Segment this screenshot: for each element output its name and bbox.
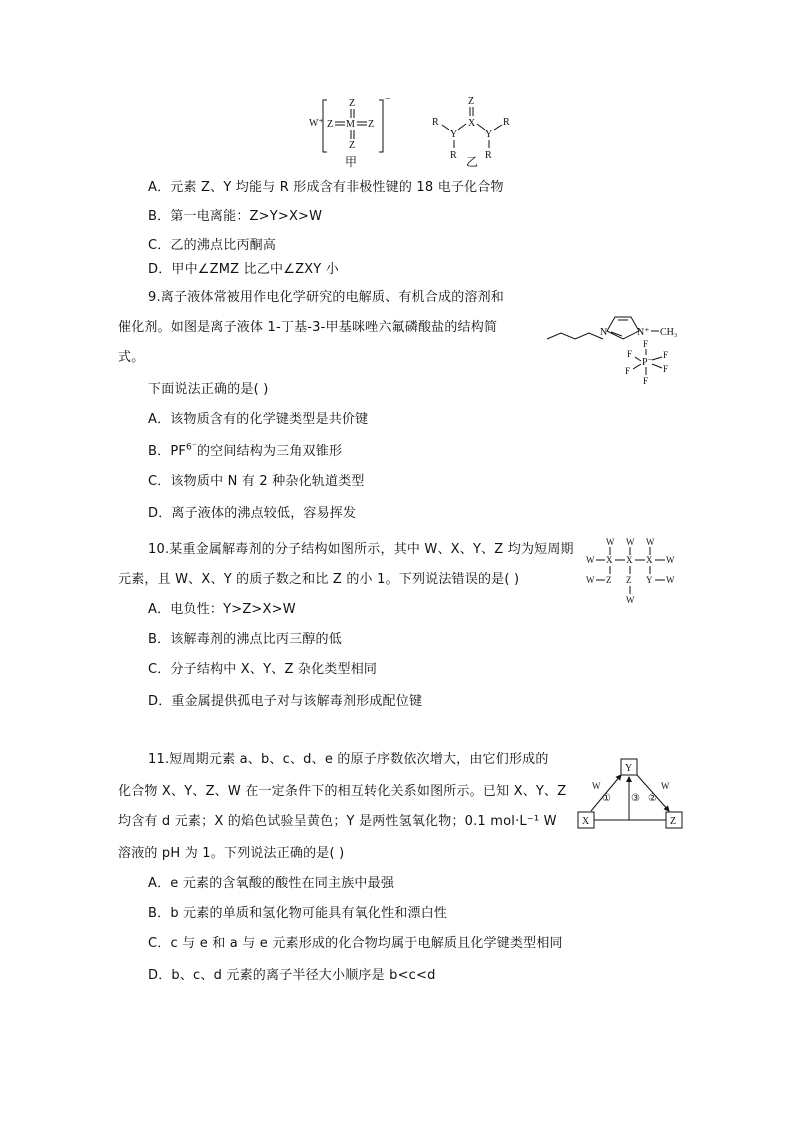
q10-option-b: B．该解毒剂的沸点比丙三醇的低 xyxy=(148,632,342,647)
q10-x1: X xyxy=(606,555,613,565)
yi-r-br: R xyxy=(485,150,492,161)
q10-stem-1: 10.某重金属解毒剂的分子结构如图所示，其中 W、X、Y、Z 均为短周期 xyxy=(148,542,574,557)
jia-minus: − xyxy=(385,94,391,105)
q9-stem-2: 催化剂。如图是离子液体 1-丁基-3-甲基咪唑六氟磷酸盐的结构简 xyxy=(118,320,498,335)
q11-stem-2: 化合物 X、Y、Z、W 在一定条件下的相互转化关系如图所示。已知 X、Y、Z xyxy=(118,784,567,799)
q9-option-b xyxy=(148,444,342,460)
q10-w-row3-right: W xyxy=(666,575,675,585)
q10-option-c: C．分子结构中 X、Y、Z 杂化类型相同 xyxy=(148,662,378,677)
q11-stem-3: 均含有 d 元素；X 的焰色试验呈黄色；Y 是两性氢氧化物；0.1 mol·L⁻¹ W xyxy=(118,814,557,829)
q11-label-x: X xyxy=(582,816,590,827)
yi-y-left: Y xyxy=(450,129,458,140)
q11-stem-1: 11.短周期元素 a、b、c、d、e 的原子序数依次增大，由它们形成的 xyxy=(148,752,549,767)
q11-stem-4: 溶液的 pH 为 1。下列说法正确的是( ) xyxy=(118,846,345,861)
q9-fig-n: N xyxy=(600,327,608,338)
jia-w-plus: W⁺ xyxy=(309,118,324,129)
yi-caption: 乙 xyxy=(466,155,479,169)
yi-r-tl: R xyxy=(432,117,439,128)
q11-option-b: B．b 元素的单质和氢化物可能具有氧化性和漂白性 xyxy=(148,906,448,921)
q10-w1: W xyxy=(606,537,615,547)
q10-w2: W xyxy=(626,537,635,547)
q11-w-right: W xyxy=(661,781,670,791)
q11-relation-figure xyxy=(575,755,690,835)
q10-stem-2: 元素，且 W、X、Y 的质子数之和比 Z 的小 1。下列说法错误的是( ) xyxy=(118,572,520,587)
q10-w3: W xyxy=(646,537,655,547)
jia-z-top: Z xyxy=(349,98,356,109)
q11-option-a: A．e 元素的含氧酸的酸性在同主族中最强 xyxy=(148,876,395,891)
q11-w-left: W xyxy=(592,781,601,791)
q10-y1: Y xyxy=(646,575,653,585)
q9-fig-f-bl: F xyxy=(625,366,631,376)
q9-option-a: A．该物质含有的化学键类型是共价键 xyxy=(148,412,369,427)
yi-r-bl: R xyxy=(450,150,457,161)
q11-label-z: Z xyxy=(670,816,677,827)
jia-m: M xyxy=(346,119,355,130)
q8-option-d: D．甲中∠ZMZ 比乙中∠ZXY 小 xyxy=(148,262,339,277)
q10-w-row3: W xyxy=(586,575,595,585)
q11-circle-2: ② xyxy=(648,793,657,804)
q8-option-b: B．第一电离能：Z>Y>X>W xyxy=(148,209,323,224)
jia-z-bottom: Z xyxy=(349,140,356,151)
q9-fig-f-bottom: F xyxy=(643,376,649,386)
q11-option-d: D．b、c、d 元素的离子半径大小顺序是 b<c<d xyxy=(148,968,436,983)
structure-jia xyxy=(305,94,400,174)
q9-option-d: D．离子液体的沸点较低，容易挥发 xyxy=(148,506,357,521)
q9-stem-4: 下面说法正确的是( ) xyxy=(148,382,269,397)
yi-y-right: Y xyxy=(485,129,493,140)
q9-fig-f-br: F xyxy=(663,364,669,374)
q10-w-left: W xyxy=(586,555,595,565)
q9-fig-f-tl: F xyxy=(627,349,633,359)
q11-circle-1: ① xyxy=(602,793,611,804)
q9-option-b-pre: B．PF xyxy=(148,444,187,459)
yi-x: X xyxy=(468,118,476,129)
structure-yi xyxy=(428,94,528,174)
q9-fig-f-tr: F xyxy=(663,350,669,360)
q10-w-bottom: W xyxy=(626,595,635,605)
jia-caption: 甲 xyxy=(345,155,358,169)
jia-z-right: Z xyxy=(368,119,375,130)
q9-fig-p: P⁻ xyxy=(642,357,653,368)
q11-circle-3: ③ xyxy=(631,793,640,804)
jia-z-left: Z xyxy=(327,119,334,130)
q11-label-y: Y xyxy=(625,763,633,774)
q10-z2: Z xyxy=(626,575,632,585)
q10-structure-figure xyxy=(585,535,690,615)
q9-stem-1: 9.离子液体常被用作电化学研究的电解质、有机合成的溶剂和 xyxy=(148,290,505,305)
q9-option-c: C．该物质中 N 有 2 种杂化轨道类型 xyxy=(148,474,365,489)
q9-structure-figure xyxy=(545,305,685,385)
q10-option-a: A．电负性：Y>Z>X>W xyxy=(148,602,296,617)
q9-fig-f-top: F xyxy=(643,339,649,349)
q10-x3: X xyxy=(646,555,653,565)
q9-stem-3: 式。 xyxy=(118,350,145,365)
q9-option-b-post: 的空间结构为三角双锥形 xyxy=(196,444,343,459)
q10-option-d: D．重金属提供孤电子对与该解毒剂形成配位键 xyxy=(148,694,423,709)
q9-fig-ch3: CH₃ xyxy=(660,327,678,338)
yi-r-tr: R xyxy=(503,117,510,128)
q10-w-right: W xyxy=(666,555,675,565)
q10-x2: X xyxy=(626,555,633,565)
q8-option-c: C．乙的沸点比丙酮高 xyxy=(148,238,277,253)
q11-option-c: C．c 与 e 和 a 与 e 元素形成的化合物均属于电解质且化学键类型相同 xyxy=(148,936,563,951)
yi-z: Z xyxy=(468,96,475,107)
q9-option-b-sup: 6⁻ xyxy=(186,442,197,453)
q8-option-a: A．元素 Z、Y 均能与 R 形成含有非极性键的 18 电子化合物 xyxy=(148,180,504,195)
q10-z1: Z xyxy=(606,575,612,585)
q9-fig-nplus: N⁺ xyxy=(637,327,650,338)
